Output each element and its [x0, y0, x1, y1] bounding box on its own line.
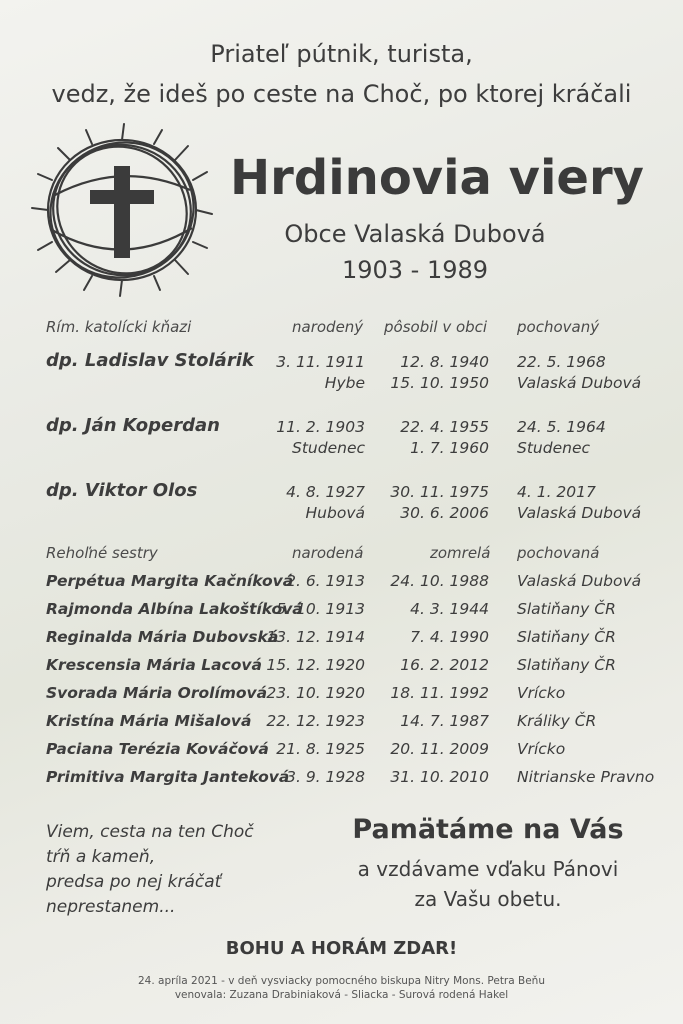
- sister-buried: Slatiňany ČR: [517, 656, 616, 674]
- priest-born-date: 3. 11. 1911: [276, 353, 365, 371]
- priests-header-born: narodený: [292, 318, 364, 336]
- remember-title: Pamätáme na Vás: [352, 814, 624, 845]
- sister-buried: Slatiňany ČR: [517, 600, 616, 618]
- priests-header-served: pôsobil v obci: [384, 318, 488, 336]
- priest-buried-place: Valaská Dubová: [517, 504, 642, 522]
- remember-line-2: za Vašu obetu.: [414, 887, 562, 911]
- poem-line: Viem, cesta na ten Choč: [46, 822, 254, 842]
- sisters-header-label: Rehoľné sestry: [46, 544, 158, 562]
- sister-name: Perpétua Margita Kačníková: [46, 572, 294, 590]
- sister-died: 16. 2. 2012: [400, 656, 489, 674]
- sister-born: 5. 10. 1913: [276, 600, 365, 618]
- sister-name: Reginalda Mária Dubovská: [46, 628, 279, 646]
- footer-line-1: 24. apríla 2021 - v deň vysviacky pomocného biskupa Nitry Mons. Petra Beňu: [138, 975, 545, 987]
- priest-served-from: 30. 11. 1975: [390, 483, 489, 501]
- priest-name: dp. Viktor Olos: [46, 480, 198, 501]
- priest-name: dp. Ladislav Stolárik: [46, 350, 254, 371]
- priest-served-to: 30. 6. 2006: [400, 504, 489, 522]
- priest-served-from: 12. 8. 1940: [400, 353, 489, 371]
- priest-born-place: Hybe: [324, 374, 365, 392]
- sisters-header-died: zomrelá: [430, 544, 491, 562]
- priest-row: [0, 415, 683, 437]
- sister-buried: Slatiňany ČR: [517, 628, 616, 646]
- sister-buried: Nitrianske Pravno: [517, 768, 655, 786]
- sister-row: [0, 572, 683, 594]
- priest-buried-place: Studenec: [517, 439, 590, 457]
- priest-buried-date: 4. 1. 2017: [517, 483, 596, 501]
- sister-buried: Valaská Dubová: [517, 572, 642, 590]
- sister-row: [0, 600, 683, 622]
- sister-died: 18. 11. 1992: [390, 684, 489, 702]
- sister-row: [0, 684, 683, 706]
- sister-row: [0, 740, 683, 762]
- priest-born-date: 4. 8. 1927: [286, 483, 365, 501]
- cross-with-crown-of-thorns-icon: [30, 120, 215, 300]
- sister-died: 7. 4. 1990: [410, 628, 489, 646]
- priest-born-place: Hubová: [305, 504, 365, 522]
- sister-name: Primitiva Margita Janteková: [46, 768, 290, 786]
- greeting: BOHU A HORÁM ZDAR!: [225, 938, 458, 959]
- years: 1903 - 1989: [341, 256, 489, 284]
- sister-born: 23. 10. 1920: [266, 684, 365, 702]
- sister-name: Kristína Mária Mišalová: [46, 712, 252, 730]
- sister-row: [0, 768, 683, 790]
- sister-born: 13. 12. 1914: [266, 628, 365, 646]
- sister-died: 20. 11. 2009: [390, 740, 489, 758]
- sister-row: [0, 712, 683, 734]
- intro-line-1: Priateľ pútnik, turista,: [210, 40, 473, 68]
- priest-buried-date: 22. 5. 1968: [517, 353, 606, 371]
- poem-line: tŕň a kameň,: [46, 847, 156, 867]
- footer-line-2: venovala: Zuzana Drabiniaková - Sliacka - Surová rodená Hakel: [174, 989, 509, 1001]
- poem: [46, 820, 254, 920]
- priest-row: [0, 480, 683, 502]
- sister-born: 2. 6. 1913: [286, 572, 365, 590]
- sisters-table-header: [0, 544, 683, 566]
- priests-table-header: [0, 318, 683, 340]
- sister-born: 3. 9. 1928: [286, 768, 365, 786]
- intro-line-2: vedz, že ideš po ceste na Choč, po ktorej kráčali: [51, 80, 632, 108]
- priest-born-date: 11. 2. 1903: [276, 418, 365, 436]
- priests-header-buried: pochovaný: [517, 318, 600, 336]
- priest-name: dp. Ján Koperdan: [46, 415, 220, 436]
- priest-row-second-line: [0, 504, 683, 526]
- sister-name: Svorada Mária Orolímová: [46, 684, 268, 702]
- sister-row: [0, 628, 683, 650]
- subtitle: Obce Valaská Dubová: [284, 220, 546, 248]
- priest-row-second-line: [0, 374, 683, 396]
- sister-name: Paciana Terézia Kováčová: [46, 740, 269, 758]
- sister-name: Krescensia Mária Lacová: [46, 656, 262, 674]
- sister-born: 22. 12. 1923: [266, 712, 365, 730]
- sister-buried: Vrícko: [517, 684, 566, 702]
- priest-born-place: Studenec: [292, 439, 365, 457]
- sister-died: 31. 10. 2010: [390, 768, 489, 786]
- sister-row: [0, 656, 683, 678]
- page-title: Hrdinovia viery: [230, 150, 644, 206]
- priest-buried-date: 24. 5. 1964: [517, 418, 606, 436]
- priest-served-to: 1. 7. 1960: [410, 439, 489, 457]
- remember-line-1: a vzdávame vďaku Pánovi: [357, 857, 619, 881]
- priest-row-second-line: [0, 439, 683, 461]
- priests-header-label: Rím. katolícki kňazi: [46, 318, 192, 336]
- priest-row: [0, 350, 683, 372]
- sister-born: 21. 8. 1925: [276, 740, 365, 758]
- sister-died: 24. 10. 1988: [390, 572, 489, 590]
- sister-died: 14. 7. 1987: [400, 712, 489, 730]
- sister-buried: Vrícko: [517, 740, 566, 758]
- priest-served-to: 15. 10. 1950: [390, 374, 489, 392]
- sister-name: Rajmonda Albína Lakoštíková: [46, 600, 303, 618]
- sisters-header-buried: pochovaná: [517, 544, 600, 562]
- poem-line: predsa po nej kráčať: [46, 872, 222, 892]
- sister-born: 15. 12. 1920: [266, 656, 365, 674]
- priest-buried-place: Valaská Dubová: [517, 374, 642, 392]
- poem-line: neprestanem...: [46, 897, 176, 917]
- sisters-header-born: narodená: [292, 544, 364, 562]
- sister-buried: Králiky ČR: [517, 712, 597, 730]
- priest-served-from: 22. 4. 1955: [400, 418, 489, 436]
- sister-died: 4. 3. 1944: [410, 600, 489, 618]
